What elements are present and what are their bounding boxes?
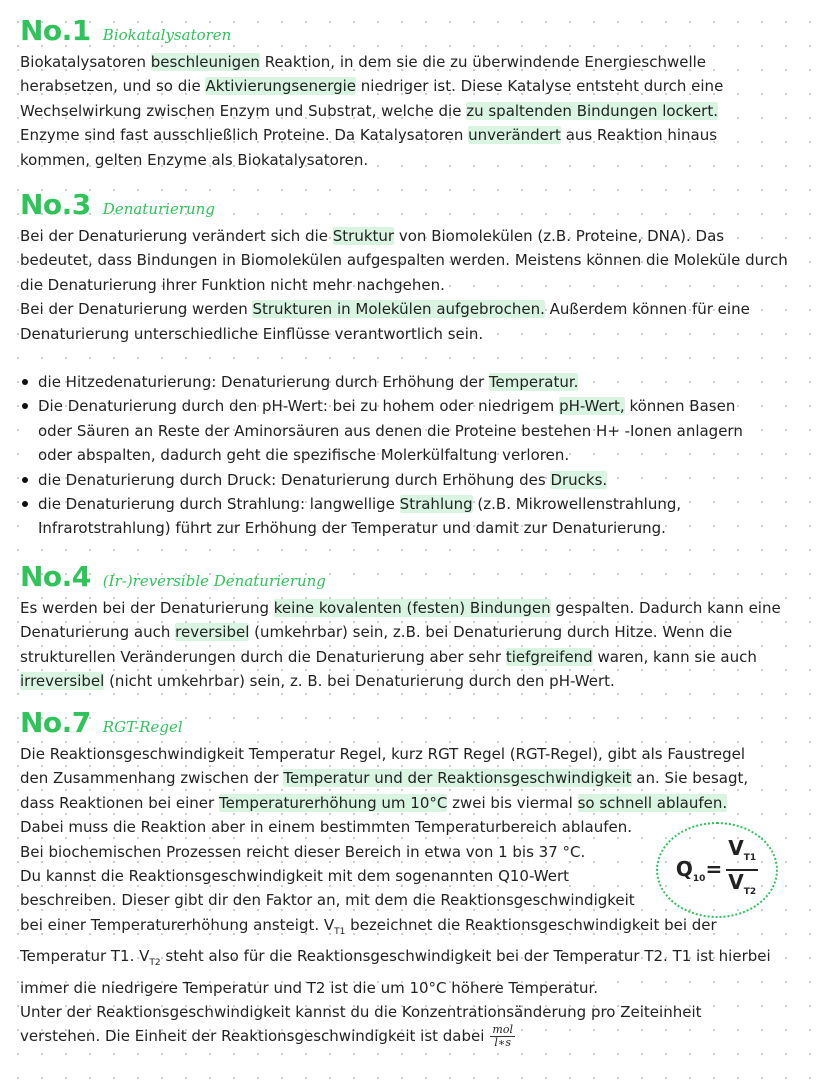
text-line xyxy=(20,913,810,944)
text-run: beschreiben. Dieser gibt dir den Faktor an, mit dem die Reaktionsgeschwindigkeit xyxy=(20,891,635,910)
section-title: Biokatalysatoren xyxy=(102,26,232,44)
paragraph xyxy=(20,224,810,346)
text-line xyxy=(20,669,810,693)
section-number: No.4 xyxy=(20,560,91,593)
text-run: gespalten. Dadurch kann eine xyxy=(550,599,781,617)
text-line xyxy=(20,74,810,98)
section-biokatalysatoren xyxy=(20,14,810,172)
text-line xyxy=(38,394,810,418)
paragraph xyxy=(20,50,810,172)
text-run: die Hitzedenaturierung: Denaturierung durch Erhöhung der xyxy=(38,373,489,392)
text-line xyxy=(38,492,810,516)
highlight: Temperaturerhöhung um 10°C xyxy=(218,793,448,812)
q10-formula xyxy=(656,822,778,918)
unit-fraction: mol l∗s xyxy=(492,1023,513,1050)
text-run: Bei biochemischen Prozessen reicht dieser Bereich in etwa von 1 bis 37 °C. xyxy=(20,842,586,861)
text-run: kommen, gelten Enzyme als Biokatalysatoren. xyxy=(20,150,369,169)
text-line xyxy=(20,99,810,123)
text-run: Du kannst die Reaktionsgeschwindigkeit mit dem sogenannten Q10-Wert xyxy=(20,867,570,886)
highlight: Temperatur. xyxy=(488,373,579,392)
text-line xyxy=(20,123,810,147)
text-line xyxy=(20,1000,810,1024)
bullet-item xyxy=(20,394,810,467)
text-run: niedriger ist. Diese Katalyse entsteht durch eine xyxy=(356,77,724,96)
formula-fraction: $\frac{V_{T1}}{V_{T2}}$ xyxy=(728,836,757,897)
text-run: zwei bis viermal xyxy=(447,793,578,812)
text-line xyxy=(20,322,810,346)
text-run: Denaturierung auch xyxy=(20,623,176,642)
text-run: Dabei muss die Reaktion aber in einem bestimmten Temperaturbereich ablaufen. xyxy=(20,818,633,837)
section-denaturierung xyxy=(20,188,810,541)
text-run: oder abspalten, dadurch geht die spezifische Molerkülfaltung verloren. xyxy=(38,446,570,465)
text-line xyxy=(20,273,810,297)
text-run: an. Sie besagt, xyxy=(631,769,749,788)
highlight: Strukturen in Molekülen aufgebrochen. xyxy=(252,300,545,319)
text-run: Infrarotstrahlung) führt zur Erhöhung der Temperatur und damit zur Denaturierung. xyxy=(38,519,666,538)
text-run: Unter der Reaktionsgeschwindigkeit kannst du die Konzentrationsänderung pro Zeiteinheit xyxy=(20,1003,702,1022)
highlight: Struktur xyxy=(332,227,395,245)
text-line xyxy=(20,297,810,321)
text-run: können Basen xyxy=(624,397,736,416)
section-number: No.1 xyxy=(20,14,91,47)
text-line xyxy=(38,370,810,394)
text-line xyxy=(20,645,810,669)
section-title: RGT-Regel xyxy=(102,718,183,736)
section-number: No.3 xyxy=(20,188,91,221)
highlight: unverändert xyxy=(468,126,561,145)
text-run: oder Säuren an Reste der Aminorsäuren aus denen die Proteine bestehen H+ -Ionen anlagern xyxy=(38,421,743,440)
text-line xyxy=(20,976,810,1000)
text-line xyxy=(20,766,810,790)
highlight: so schnell ablaufen. xyxy=(577,793,728,812)
highlight: beschleunigen xyxy=(150,53,260,71)
text-run: bezeichnet die Reaktionsgeschwindigkeit bei der xyxy=(345,915,717,934)
text-run: von Biomolekülen (z.B. Proteine, DNA). Das xyxy=(394,227,725,245)
text-run: waren, kann sie auch xyxy=(592,647,757,666)
highlight: Temperatur und der Reaktionsgeschwindigkeit xyxy=(283,769,632,788)
text-run: herabsetzen, und so die xyxy=(20,77,206,96)
text-line xyxy=(20,50,810,74)
text-run: dass Reaktionen bei einer xyxy=(20,793,219,812)
paragraph xyxy=(20,596,810,694)
highlight: irreversibel xyxy=(20,672,105,691)
text-run: verstehen. Die Einheit der Reaktionsgeschwindigkeit ist dabei xyxy=(20,1027,485,1046)
text-run: die Denaturierung ihrer Funktion nicht mehr nachgehen. xyxy=(20,275,445,294)
section-header xyxy=(20,560,810,596)
text-run: steht also für die Reaktionsgeschwindigkeit bei der Temperatur T2. T1 ist hierbei xyxy=(160,947,771,966)
text-run: Bei der Denaturierung werden xyxy=(20,300,253,319)
section-number: No.7 xyxy=(20,706,91,739)
section-title: (Ir-)reversible Denaturierung xyxy=(102,572,326,590)
highlight: zu spaltenden Bindungen lockert. xyxy=(466,101,719,120)
text-line xyxy=(20,620,810,644)
text-run: aus Reaktion hinaus xyxy=(560,126,718,145)
text-run: Reaktion, in dem sie die zu überwindende Energieschwelle xyxy=(259,53,707,71)
text-run: den Zusammenhang zwischen der xyxy=(20,769,284,788)
text-line xyxy=(38,419,810,443)
section-header xyxy=(20,188,810,224)
text-run: Temperatur T1. V xyxy=(20,947,150,966)
text-run: immer die niedrigere Temperatur und T2 ist die um 10°C höhere Temperatur. xyxy=(20,978,599,997)
bullet-item xyxy=(20,492,810,541)
text-run: (umkehrbar) sein, z.B. bei Denaturierung durch Hitze. Wenn die xyxy=(249,623,733,642)
text-run: Die Reaktionsgeschwindigkeit Temperatur Regel, kurz RGT Regel (RGT-Regel), gibt als Faustregel xyxy=(20,745,746,763)
text-line xyxy=(20,1024,810,1049)
section-header xyxy=(20,14,810,50)
text-run: die Denaturierung durch Druck: Denaturierung durch Erhöhung des xyxy=(38,470,551,489)
text-run: Enzyme sind fast ausschließlich Proteine. Da Katalysatoren xyxy=(20,126,469,145)
text-run: Denaturierung unterschiedliche Einflüsse verantwortlich sein. xyxy=(20,324,484,343)
text-run: die Denaturierung durch Strahlung: langwellige xyxy=(38,495,400,514)
text-run: Es werden bei der Denaturierung xyxy=(20,599,274,617)
text-run: Bei der Denaturierung verändert sich die xyxy=(20,227,333,245)
text-run: T1 xyxy=(334,926,346,937)
text-run: (nicht umkehrbar) sein, z. B. bei Denaturierung durch den pH-Wert. xyxy=(104,672,615,691)
text-line xyxy=(20,148,810,172)
text-run: Biokatalysatoren xyxy=(20,53,151,71)
text-line xyxy=(38,468,810,492)
text-run: T2 xyxy=(149,958,161,969)
section-title: Denaturierung xyxy=(102,200,215,218)
highlight: Aktivierungsenergie xyxy=(205,77,357,96)
text-run: (z.B. Mikrowellenstrahlung, xyxy=(472,495,682,514)
text-line xyxy=(20,248,810,272)
text-run: strukturellen Veränderungen durch die Denaturierung aber sehr xyxy=(20,647,506,666)
text-line xyxy=(20,596,810,620)
highlight: pH-Wert, xyxy=(559,397,625,416)
text-line xyxy=(20,224,810,248)
text-run: bei einer Temperaturerhöhung ansteigt. V xyxy=(20,915,335,934)
text-line xyxy=(38,443,810,467)
bullet-item xyxy=(20,370,810,394)
text-line xyxy=(20,944,810,975)
bullet-item xyxy=(20,468,810,492)
highlight: Drucks. xyxy=(550,470,608,489)
highlight: tiefgreifend xyxy=(505,647,593,666)
text-line xyxy=(20,742,810,766)
text-run: Wechselwirkung zwischen Enzym und Substrat, welche die xyxy=(20,101,467,120)
text-run: Außerdem können für eine xyxy=(544,300,750,319)
text-line xyxy=(38,516,810,540)
formula-lhs: $Q_{10}=$ xyxy=(675,856,723,884)
section-reversible xyxy=(20,560,810,694)
text-run: Die Denaturierung durch den pH-Wert: bei zu hohem oder niedrigem xyxy=(38,397,560,416)
bullet-list xyxy=(20,370,810,541)
highlight: Strahlung xyxy=(399,495,473,514)
highlight: reversibel xyxy=(175,623,250,642)
section-header xyxy=(20,706,810,742)
highlight: keine kovalenten (festen) Bindungen xyxy=(273,599,551,617)
text-run: bedeutet, dass Bindungen in Biomolekülen aufgespalten werden. Meistens können die Moleküle durch xyxy=(20,251,788,270)
text-line xyxy=(20,791,810,815)
